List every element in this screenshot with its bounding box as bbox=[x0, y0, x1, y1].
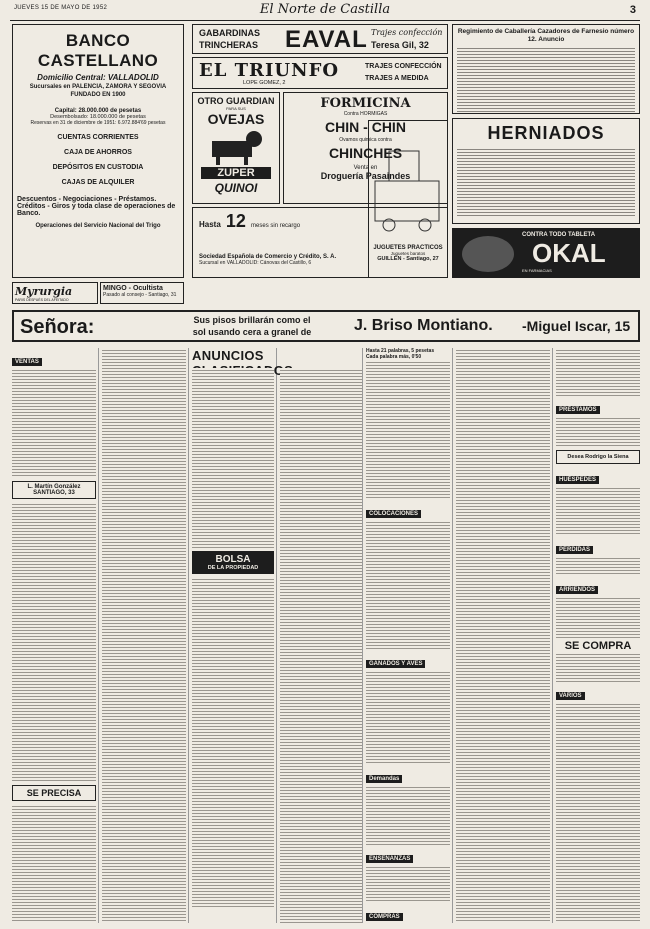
triunfo-name: EL TRIUNFO bbox=[199, 60, 340, 81]
clasificados-title: ANUNCIOS bbox=[192, 348, 264, 363]
credito-hasta: Hasta bbox=[199, 220, 221, 229]
juguetes-sub: Juguetes baratos bbox=[390, 251, 426, 256]
masthead: El Norte de Castilla bbox=[259, 2, 391, 17]
formicina-sub2: Ovamos quimica contra bbox=[339, 137, 392, 143]
triunfo-ad bbox=[192, 57, 448, 89]
myrurgia-brand: Myrurgia bbox=[15, 285, 73, 298]
section-varios: VARIOS bbox=[556, 692, 585, 700]
section-bolsa: BOLSA bbox=[215, 554, 251, 565]
formicina-venta: Venta en bbox=[353, 165, 378, 171]
okal-ad bbox=[452, 228, 640, 278]
formicina-name: CHIN - CHIN bbox=[325, 119, 406, 135]
guardian-l1: OTRO GUARDIAN bbox=[197, 96, 275, 106]
banco-cuentas: CUENTAS CORRIENTES bbox=[57, 134, 139, 141]
precisa-ad bbox=[12, 785, 96, 801]
page-number: 3 bbox=[629, 4, 636, 16]
formicina-chinches: CHINCHES bbox=[328, 145, 403, 161]
martin-name: L. Martín González bbox=[27, 484, 81, 490]
credito-sucursal: Sucursal en VALLADOLID: Cánovas del Castillo, 6 bbox=[199, 260, 312, 266]
section-arriendos: ARRIENDOS bbox=[556, 586, 598, 594]
section-ventas: VENTAS bbox=[12, 358, 42, 366]
eaval-left2: TRINCHERAS bbox=[199, 40, 259, 50]
banco-descuentos: Descuentos - Negociaciones - Préstamos. bbox=[17, 196, 157, 203]
banco-desembolsado: Desembolsado: 18.000.000 de pesetas bbox=[50, 114, 146, 120]
eaval-right1: Trajes confección bbox=[371, 28, 443, 37]
page-header bbox=[0, 0, 650, 22]
okal-brand: OKAL bbox=[532, 238, 606, 268]
banco-sucursales: Sucursales en PALENCIA, ZAMORA Y SEGOVIA bbox=[29, 84, 167, 90]
okal-sub: EN FARMACIAS bbox=[522, 268, 552, 273]
okal-face-icon bbox=[462, 236, 514, 272]
toys-illustration-icon bbox=[369, 121, 447, 241]
eaval-right2: Teresa Gil, 32 bbox=[371, 40, 429, 50]
martin-ad bbox=[12, 481, 96, 499]
banco-ad bbox=[12, 24, 184, 278]
juguetes-title: JUGUETES PRACTICOS bbox=[373, 245, 443, 251]
banco-caja: CAJA DE AHORROS bbox=[64, 149, 132, 156]
banner-line2: sol usando cera a granel de bbox=[192, 327, 312, 337]
section-compras: COMPRAS bbox=[366, 913, 403, 921]
eaval-ad bbox=[192, 24, 448, 54]
section-demandas: Demandas bbox=[366, 775, 402, 783]
banco-name: BANCO CASTELLANO bbox=[37, 31, 159, 70]
section-ensenanzas: ENSEÑANZAS bbox=[366, 855, 413, 863]
section-huespedes: HUÉSPEDES bbox=[556, 476, 599, 484]
banco-domicilio: Domicilio Central: VALLADOLID bbox=[37, 73, 159, 82]
banco-reservas: Reservas en 31 de diciembre de 1951: 6.972.884'69 pesetas bbox=[30, 120, 166, 126]
banner-addr: -Miguel Iscar, 15 bbox=[522, 318, 631, 334]
section-colocaciones: COLOCACIONES bbox=[366, 510, 421, 518]
myrurgia-ad bbox=[12, 282, 98, 304]
regimiento-ad bbox=[452, 24, 640, 114]
martin-sub: SANTIAGO, 33 bbox=[33, 490, 75, 496]
banco-servicio: Operaciones del Servicio Nacional del Trigo bbox=[35, 223, 161, 229]
section-secompra: SE COMPRA bbox=[564, 640, 632, 652]
regimiento-title: Regimiento de Caballería Cazadores de Farnesio número 12. Anuncio bbox=[457, 28, 635, 43]
juguetes-addr: GUILLÉN - Santiago, 27 bbox=[377, 256, 439, 262]
bolsa-ad bbox=[192, 551, 274, 574]
okal-top: CONTRA TODO TABLETA bbox=[522, 232, 596, 238]
header-date: JUEVES 15 DE MAYO DE 1952 bbox=[14, 5, 108, 11]
credito-text: meses sin recargo bbox=[251, 223, 301, 229]
banco-depositos: DEPÓSITOS EN CUSTODIA bbox=[52, 164, 144, 171]
juguetes-ad bbox=[368, 120, 448, 278]
guardian-l3: OVEJAS bbox=[207, 111, 265, 127]
section-precisa: SE PRECISA bbox=[26, 788, 82, 798]
banner-senora: Señora: bbox=[20, 316, 95, 338]
eaval-left1: GABARDINAS bbox=[199, 28, 261, 38]
guardian-l2: PARA SUS bbox=[226, 106, 246, 111]
guardian-ad bbox=[192, 92, 280, 204]
mingo-ad bbox=[100, 282, 184, 304]
herniados-ad bbox=[452, 118, 640, 224]
mingo-title: MINGO - Ocultista bbox=[103, 285, 163, 292]
section-prestamos: PRÉSTAMOS bbox=[556, 406, 600, 414]
section-bolsa-sub: DE LA PROPIEDAD bbox=[207, 565, 259, 571]
guardian-brand1: ZUPER bbox=[201, 167, 271, 179]
banco-cajas: CAJAS DE ALQUILER bbox=[61, 179, 135, 186]
clasificados-hasta: Hasta 21 palabras, 5 pesetas bbox=[366, 348, 435, 354]
section-perdidas: PÉRDIDAS bbox=[556, 546, 593, 554]
desea-ad: Desea Rodrigo la Siena bbox=[556, 450, 640, 464]
banner-line1: Sus pisos brillarán como el bbox=[193, 315, 311, 325]
banco-creditos: Créditos - Giros y toda clase de operaciones de Banco. bbox=[17, 203, 176, 217]
banco-fundado: FUNDADO EN 1900 bbox=[70, 92, 126, 98]
banco-capital: Capital: 28.000.000 de pesetas bbox=[54, 108, 142, 114]
dog-illustration-icon bbox=[206, 129, 266, 165]
triunfo-addr: LOPE GOMEZ, 2 bbox=[243, 80, 286, 86]
herniados-title: HERNIADOS bbox=[487, 123, 605, 143]
myrurgia-sub: PARIS DESPUÉS DEL AFEITADO bbox=[15, 298, 69, 302]
senora-banner bbox=[12, 310, 640, 342]
credito-meses: 12 bbox=[225, 211, 246, 231]
section-ganados: GANADOS Y AVES bbox=[366, 660, 425, 668]
guardian-brand2: QUINOI bbox=[214, 181, 258, 195]
clasificados-cada: Cada palabra más, 0'50 bbox=[366, 354, 422, 360]
formicina-title: FORMICINA bbox=[320, 96, 411, 111]
mingo-sub: Pasado al consejo - Santiago, 31 bbox=[103, 292, 177, 298]
triunfo-right2: TRAJES A MEDIDA bbox=[365, 75, 429, 82]
formicina-drogueria: Droguería Pasaindes bbox=[320, 171, 411, 181]
triunfo-right1: TRAJES CONFECCIÓN bbox=[365, 63, 442, 70]
classifieds-area bbox=[12, 348, 640, 923]
banner-name: J. Briso Montiano. bbox=[354, 317, 493, 334]
formicina-sub1: Contra HORMIGAS bbox=[343, 111, 388, 117]
eaval-brand: EAVAL bbox=[285, 26, 368, 53]
credito-sociedad: Sociedad Española de Comercio y Crédito, S. A. bbox=[199, 254, 337, 260]
